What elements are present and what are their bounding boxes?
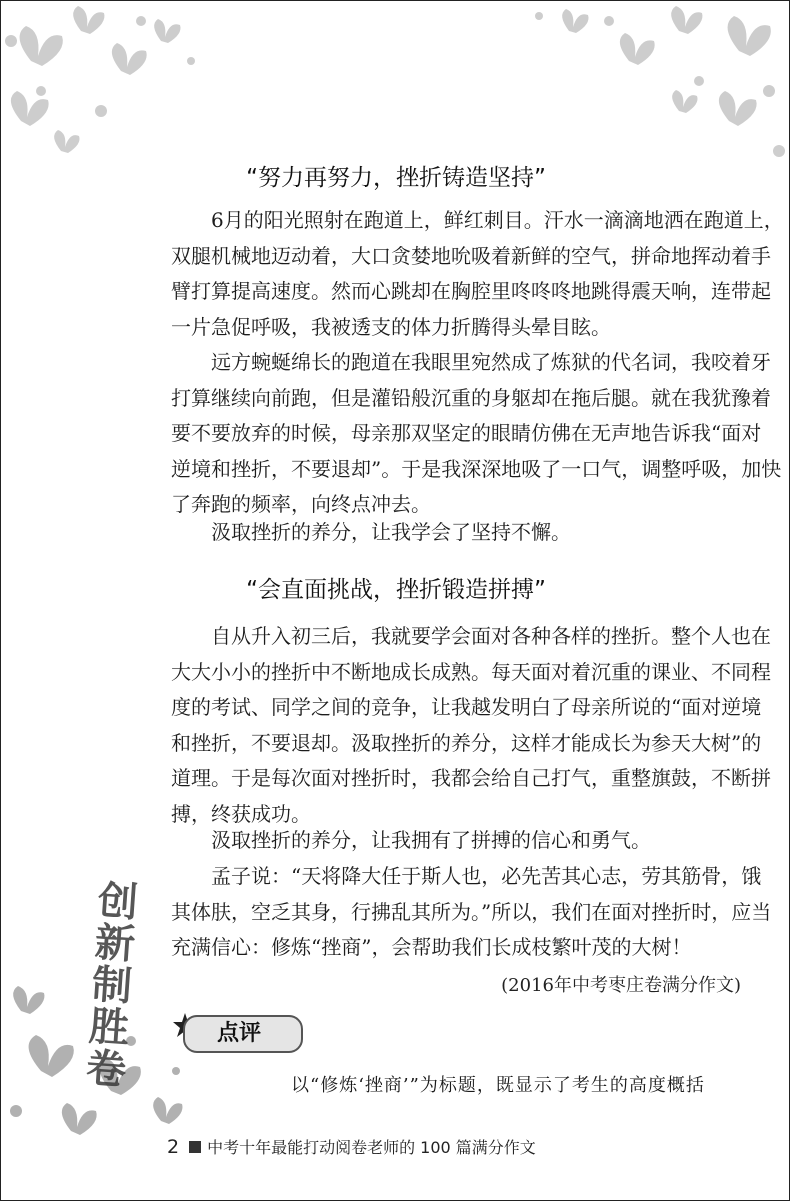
section-heading-2: “会直面挑战，挫折锻造拼搏” (246, 577, 546, 603)
paragraph: 孟子说：“天将降大任于斯人也，必先苦其心志，劳其筋骨，饿 其体肤，空乏其身，行拂乱其所为。”所以，我们在面对挫折时，应当 充满信心：修炼“挫商”，会帮助我们长成枝繁叶茂的大树！ (171, 864, 772, 959)
page-footer (167, 1135, 536, 1158)
paragraph: 远方蜿蜒绵长的跑道在我眼里宛然成了炼狱的代名词，我咬着牙 打算继续向前跑，但是灌铅般沉重的身躯却在拖后腿。就在我犹豫着 要不要放弃的时候，母亲那双坚定的眼睛仿佛在无声地告诉我“面对 逆境和挫折，不要退却”。于是我深深地吸了一口气，调整呼吸，加快 了奔跑的频率，向终点冲去。 (171, 350, 782, 516)
paragraph: 汲取挫折的养分，让我学会了坚持不懈。 (211, 520, 571, 544)
square-bullet-icon (189, 1141, 201, 1153)
paragraph: 自从升入初三后，我就要学会面对各种各样的挫折。整个人也在 大大小小的挫折中不断地成长成熟。每天面对着沉重的课业、不同程 度的考试、同学之间的竞争，让我越发明白了母亲所说的“面对逆境 和挫折，不要退却。汲取挫折的养分，这样才能成长为参天大树”的 道理。于是每次面对挫折时，我都会给自己打气，重整旗鼓，不断拼 搏，终获成功。 (171, 624, 771, 826)
butterfly-decoration-top-right (499, 1, 789, 171)
book-title: 中考十年最能打动阅卷老师的 100 篇满分作文 (207, 1138, 536, 1157)
section-heading-1: “努力再努力，挫折铸造坚持” (246, 165, 546, 191)
comment-text: 以“修炼‘挫商’”为标题，既显示了考生的高度概括 (291, 1075, 705, 1096)
comment-badge: 点评 (183, 1015, 303, 1053)
butterfly-decoration-top-left (1, 1, 221, 181)
paragraph: 汲取挫折的养分，让我拥有了拼搏的信心和勇气。 (211, 828, 651, 852)
source-citation: (2016年中考枣庄卷满分作文) (501, 975, 741, 996)
calligraphy-title: 创新制胜卷 (84, 876, 142, 1095)
paragraph: 6月的阳光照射在跑道上，鲜红刺目。汗水一滴滴地洒在跑道上， 双腿机械地迈动着，大口贪婪地吮吸着新鲜的空气，拼命地挥动着手 臂打算提高速度。然而心跳却在胸腔里咚咚咚地跳得震天响，连带起 一片急促呼吸，我被透支的体力折腾得头晕目眩。 (171, 208, 784, 339)
page-number: 2 (167, 1135, 180, 1158)
